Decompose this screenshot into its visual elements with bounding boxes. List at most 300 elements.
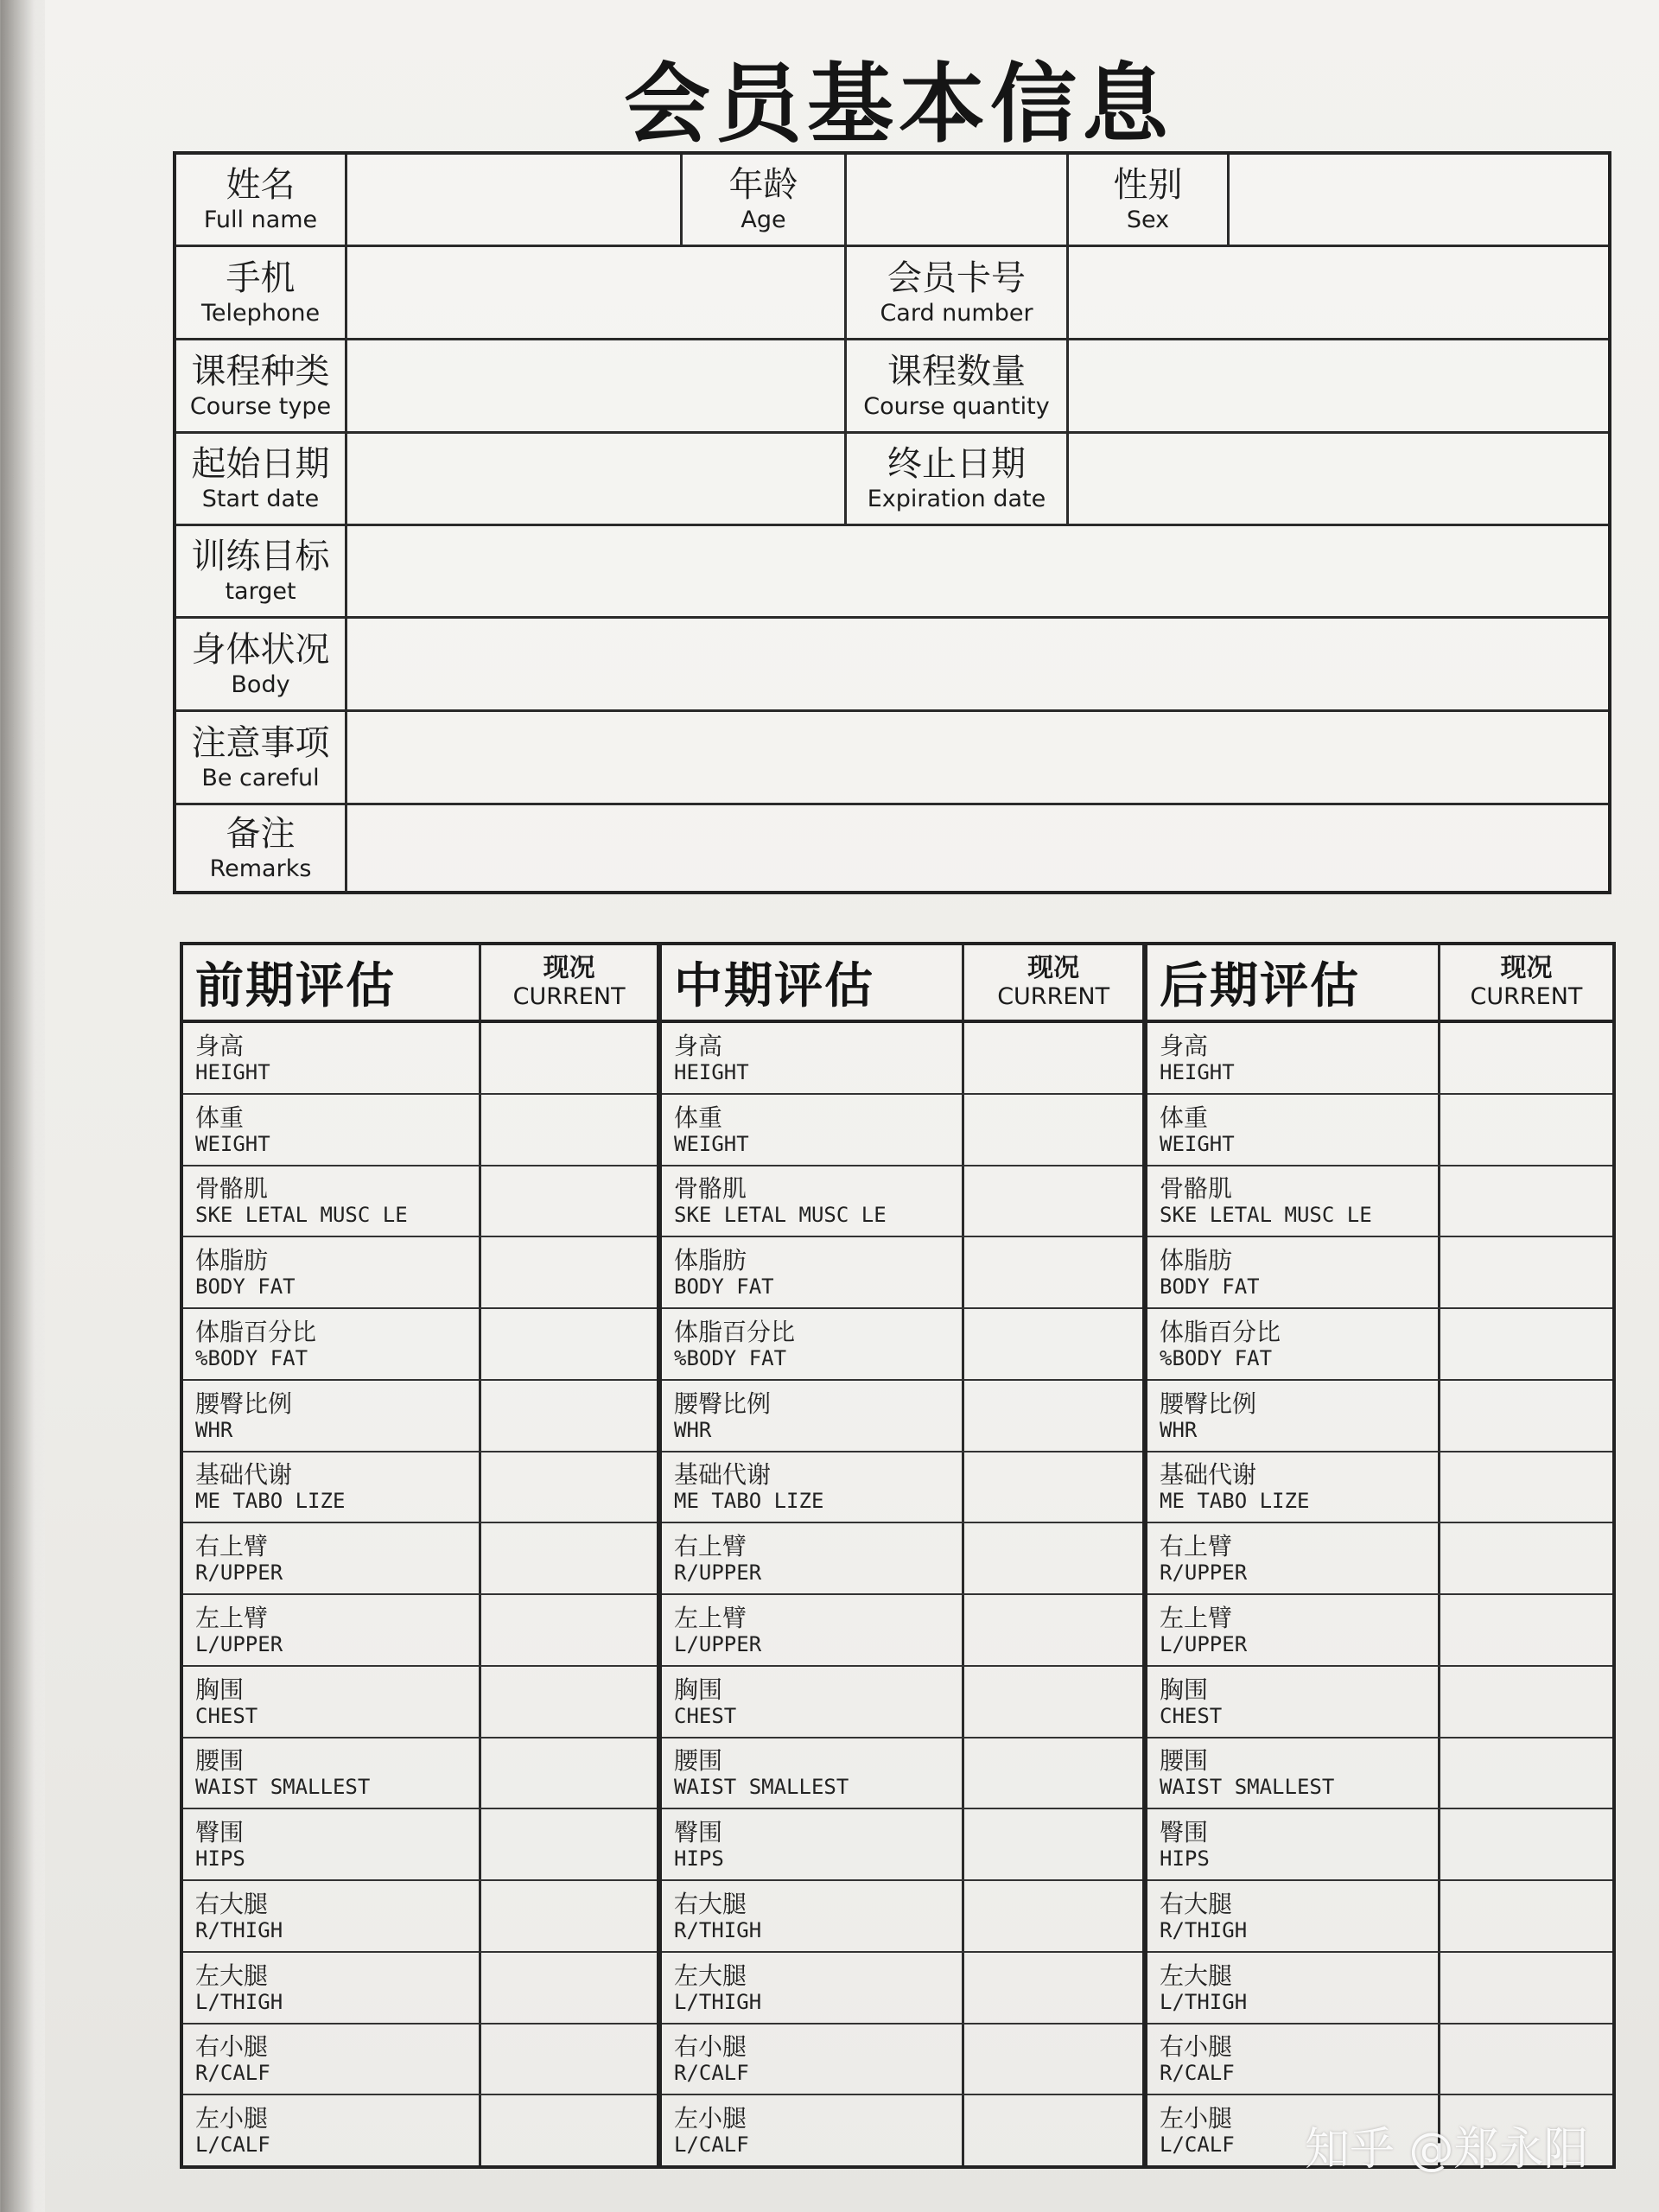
metric-label (1147, 1667, 1440, 1737)
metric-label (183, 1237, 481, 1307)
metric-current-value-field[interactable] (481, 1881, 657, 1951)
current-column-header (964, 945, 1142, 1020)
metric-current-value-field[interactable] (964, 2095, 1142, 2165)
course-quantity-label-en: Course quantity (863, 392, 1050, 420)
metric-label-cn: 体脂百分比 (674, 1317, 796, 1346)
metric-label-en: ME TABO LIZE (195, 1489, 346, 1514)
metric-label-en: CHEST (1160, 1703, 1223, 1728)
metric-label (662, 2024, 964, 2094)
metric-label-en: WEIGHT (1160, 1131, 1235, 1156)
metric-label (662, 1095, 964, 1165)
metric-label (662, 1166, 964, 1236)
metric-label-cn: 骨骼肌 (1160, 1174, 1233, 1204)
sex-label-en: Sex (1126, 207, 1170, 233)
metric-current-value-field[interactable] (481, 1452, 657, 1522)
metric-current-value-field[interactable] (481, 1667, 657, 1737)
age-field[interactable] (847, 155, 1069, 245)
assessment-body (1147, 1023, 1612, 2165)
course-type-label-cn: 课程种类 (191, 351, 330, 391)
metric-label (183, 1381, 481, 1451)
table-row (662, 1023, 1142, 1095)
metric-label-cn: 体脂百分比 (1160, 1317, 1281, 1346)
metric-label-en: WHR (1160, 1417, 1198, 1442)
metric-label-en: WAIST SMALLEST (195, 1775, 371, 1800)
metric-current-value-field[interactable] (1440, 1166, 1612, 1236)
metric-current-value-field[interactable] (481, 1809, 657, 1879)
sex-field[interactable] (1230, 155, 1608, 245)
metric-label-cn: 右小腿 (674, 2032, 747, 2062)
metric-label-cn: 左上臂 (674, 1603, 747, 1632)
metric-label-en: ME TABO LIZE (1160, 1489, 1310, 1514)
metric-label (1147, 1023, 1440, 1093)
be-careful-label-cn: 注意事项 (191, 722, 330, 763)
metric-label (662, 2095, 964, 2165)
age-label-cn: 年龄 (728, 165, 798, 205)
table-row (183, 1953, 657, 2024)
metric-label-cn: 右大腿 (195, 1889, 269, 1918)
table-row (1147, 1881, 1612, 1953)
metric-current-value-field[interactable] (964, 1523, 1142, 1593)
metric-label-en: BODY FAT (674, 1274, 774, 1300)
metric-current-value-field[interactable] (964, 1166, 1142, 1236)
metric-current-value-field[interactable] (964, 1881, 1142, 1951)
metric-label (1147, 1452, 1440, 1522)
metric-label-cn: 左大腿 (1160, 1961, 1233, 1990)
body-label-cn: 身体状况 (191, 629, 330, 670)
target-field[interactable] (347, 526, 1608, 616)
metric-label-en: HEIGHT (1160, 1059, 1235, 1084)
metric-label-en: %BODY FAT (195, 1345, 308, 1370)
info-row-be-careful (176, 712, 1608, 805)
telephone-field[interactable] (347, 247, 847, 338)
metric-label (183, 2024, 481, 2094)
metric-label-cn: 胸围 (195, 1675, 245, 1704)
metric-current-value-field[interactable] (964, 1309, 1142, 1379)
metric-label (1147, 1595, 1440, 1665)
table-row (662, 2095, 1142, 2165)
assessment-table-late (1144, 942, 1616, 2169)
table-row (183, 1881, 657, 1953)
table-row (662, 1809, 1142, 1881)
metric-current-value-field[interactable] (481, 1953, 657, 2023)
metric-current-value-field[interactable] (481, 1237, 657, 1307)
table-row (183, 1166, 657, 1238)
metric-label-cn: 体重 (674, 1103, 723, 1132)
target-label-en: target (225, 578, 296, 605)
metric-label-cn: 腰臀比例 (674, 1389, 772, 1418)
current-label-en: CURRENT (997, 983, 1110, 1010)
current-label-cn: 现况 (1500, 953, 1553, 983)
metric-label-en: SKE LETAL MUSC LE (195, 1203, 408, 1228)
telephone-label-en: Telephone (200, 299, 321, 327)
expiration-date-label-en: Expiration date (867, 486, 1046, 512)
current-column-header (481, 945, 657, 1020)
sex-label (1069, 155, 1230, 245)
table-row (1147, 1738, 1612, 1810)
metric-label-cn: 腰臀比例 (1160, 1389, 1257, 1418)
course-quantity-label (847, 340, 1069, 431)
metric-label (1147, 1953, 1440, 2023)
course-quantity-label-cn: 课程数量 (887, 351, 1026, 391)
metric-label-en: HIPS (674, 1847, 724, 1872)
metric-label (662, 1237, 964, 1307)
metric-label-cn: 腰围 (674, 1746, 723, 1776)
table-row (662, 1095, 1142, 1166)
expiration-date-label-cn: 终止日期 (887, 444, 1026, 484)
metric-label (662, 1953, 964, 2023)
course-type-label-en: Course type (189, 392, 332, 420)
metric-label-cn: 基础代谢 (1160, 1460, 1257, 1490)
metric-label-cn: 胸围 (1160, 1675, 1209, 1704)
remarks-field[interactable] (347, 805, 1608, 892)
metric-current-value-field[interactable] (964, 1809, 1142, 1879)
table-row (662, 1166, 1142, 1238)
table-row (1147, 1953, 1612, 2024)
assessment-header (183, 945, 657, 1023)
table-row (662, 1523, 1142, 1595)
metric-current-value-field[interactable] (1440, 1452, 1612, 1522)
table-row (183, 1309, 657, 1381)
metric-label-cn: 臀围 (1160, 1818, 1209, 1847)
table-row (662, 1309, 1142, 1381)
table-row (1147, 1523, 1612, 1595)
metric-current-value-field[interactable] (1440, 1595, 1612, 1665)
metric-label (662, 1881, 964, 1951)
metric-current-value-field[interactable] (964, 1452, 1142, 1522)
metric-label-cn: 左小腿 (1160, 2104, 1233, 2133)
metric-label-en: L/UPPER (1160, 1631, 1248, 1656)
metric-current-value-field[interactable] (481, 1595, 657, 1665)
metric-label-en: L/CALF (674, 2133, 749, 2158)
metric-current-value-field[interactable] (1440, 1667, 1612, 1737)
metric-label-en: BODY FAT (195, 1274, 296, 1300)
metric-label-en: HEIGHT (195, 1059, 270, 1084)
metric-label (662, 1023, 964, 1093)
metric-current-value-field[interactable] (964, 2024, 1142, 2094)
member-info-table (173, 151, 1611, 894)
name-label (176, 155, 347, 245)
info-row-course (176, 340, 1608, 434)
be-careful-label-en: Be careful (201, 764, 320, 791)
body-label (176, 619, 347, 709)
course-type-label (176, 340, 347, 431)
metric-label (183, 1452, 481, 1522)
metric-current-value-field[interactable] (1440, 1809, 1612, 1879)
assessment-title: 中期评估 (662, 945, 964, 1020)
remarks-label (176, 805, 347, 892)
table-row (662, 1452, 1142, 1524)
table-row (662, 2024, 1142, 2096)
watermark: 知乎 @郑永阳 (1305, 2124, 1589, 2176)
metric-label-en: SKE LETAL MUSC LE (674, 1203, 887, 1228)
metric-label-en: CHEST (195, 1703, 258, 1728)
metric-label-cn: 胸围 (674, 1675, 723, 1704)
metric-label-en: HIPS (195, 1847, 245, 1872)
metric-label-cn: 臀围 (674, 1818, 723, 1847)
metric-label-cn: 右大腿 (674, 1889, 747, 1918)
metric-label-cn: 左小腿 (195, 2104, 269, 2133)
info-row-target (176, 526, 1608, 619)
metric-label-cn: 骨骼肌 (674, 1174, 747, 1204)
metric-current-value-field[interactable] (1440, 2024, 1612, 2094)
sex-label-cn: 性别 (1113, 165, 1183, 205)
metric-label-en: R/THIGH (195, 1917, 283, 1942)
metric-label-cn: 左上臂 (195, 1603, 269, 1632)
assessment-body (183, 1023, 657, 2165)
metric-label (183, 1809, 481, 1879)
telephone-label (176, 247, 347, 338)
metric-label-cn: 左大腿 (674, 1961, 747, 1990)
metric-current-value-field[interactable] (1440, 1023, 1612, 1093)
target-label-cn: 训练目标 (191, 537, 330, 576)
metric-label (662, 1667, 964, 1737)
metric-label-cn: 右上臂 (195, 1532, 269, 1561)
metric-current-value-field[interactable] (481, 2024, 657, 2094)
metric-current-value-field[interactable] (964, 1237, 1142, 1307)
remarks-label-en: Remarks (209, 855, 312, 882)
assessment-header (662, 945, 1142, 1023)
metric-label (183, 1667, 481, 1737)
metric-label-cn: 身高 (1160, 1031, 1209, 1060)
info-row-dates (176, 434, 1608, 526)
be-careful-label (176, 712, 347, 803)
metric-label (1147, 1523, 1440, 1593)
metric-label-en: %BODY FAT (674, 1345, 787, 1370)
table-row (662, 1595, 1142, 1667)
assessment-table-early (180, 942, 660, 2169)
metric-label-cn: 腰臀比例 (195, 1389, 293, 1418)
metric-label-en: WEIGHT (674, 1131, 749, 1156)
current-label-en: CURRENT (1470, 983, 1583, 1010)
name-field[interactable] (347, 155, 683, 245)
metric-label (183, 2095, 481, 2165)
current-label-cn: 现况 (543, 953, 595, 983)
metric-label-cn: 体重 (1160, 1103, 1209, 1132)
name-label-en: Full name (203, 207, 318, 233)
metric-label-en: WEIGHT (195, 1131, 270, 1156)
metric-label (1147, 1809, 1440, 1879)
metric-current-value-field[interactable] (964, 1095, 1142, 1165)
card-number-label-en: Card number (880, 299, 1033, 327)
metric-label (1147, 1095, 1440, 1165)
metric-current-value-field[interactable] (481, 1023, 657, 1093)
metric-label (183, 1881, 481, 1951)
assessment-header (1147, 945, 1612, 1023)
metric-label-en: HIPS (1160, 1847, 1210, 1872)
metric-label-cn: 体重 (195, 1103, 245, 1132)
metric-current-value-field[interactable] (481, 1166, 657, 1236)
metric-label-cn: 基础代谢 (195, 1460, 293, 1490)
metric-label-en: L/CALF (195, 2133, 270, 2158)
metric-current-value-field[interactable] (481, 2095, 657, 2165)
metric-current-value-field[interactable] (1440, 1523, 1612, 1593)
metric-label-cn: 腰围 (195, 1746, 245, 1776)
metric-label (662, 1452, 964, 1522)
expiration-date-label (847, 434, 1069, 524)
table-row (662, 1881, 1142, 1953)
metric-label-cn: 右大腿 (1160, 1889, 1233, 1918)
course-quantity-field[interactable] (1069, 340, 1608, 431)
metric-current-value-field[interactable] (1440, 1953, 1612, 2023)
metric-label-en: WAIST SMALLEST (674, 1775, 849, 1800)
age-label (683, 155, 847, 245)
metric-label-en: WAIST SMALLEST (1160, 1775, 1335, 1800)
metric-label (662, 1309, 964, 1379)
metric-label-en: R/THIGH (674, 1917, 762, 1942)
metric-current-value-field[interactable] (481, 1309, 657, 1379)
metric-label-en: ME TABO LIZE (674, 1489, 824, 1514)
metric-current-value-field[interactable] (1440, 1738, 1612, 1808)
table-row (183, 1237, 657, 1309)
table-row (1147, 1237, 1612, 1309)
metric-current-value-field[interactable] (1440, 1309, 1612, 1379)
metric-label-en: SKE LETAL MUSC LE (1160, 1203, 1372, 1228)
metric-label-en: HEIGHT (674, 1059, 749, 1084)
metric-label (1147, 1237, 1440, 1307)
metric-label-en: WHR (195, 1417, 233, 1442)
info-row-telephone (176, 247, 1608, 340)
metric-label-en: WHR (674, 1417, 712, 1442)
metric-label-cn: 左小腿 (674, 2104, 747, 2133)
metric-label-en: BODY FAT (1160, 1274, 1260, 1300)
metric-label (1147, 1738, 1440, 1808)
table-row (1147, 1381, 1612, 1452)
metric-label (1147, 1166, 1440, 1236)
table-row (183, 1809, 657, 1881)
body-field[interactable] (347, 619, 1608, 709)
metric-label (1147, 1381, 1440, 1451)
metric-label-en: R/UPPER (674, 1560, 762, 1586)
target-label (176, 526, 347, 616)
metric-label (1147, 2024, 1440, 2094)
metric-label-en: R/UPPER (1160, 1560, 1248, 1586)
remarks-label-cn: 备注 (226, 814, 296, 854)
metric-label-cn: 右小腿 (195, 2032, 269, 2062)
metric-current-value-field[interactable] (481, 1381, 657, 1451)
table-row (1147, 2024, 1612, 2096)
metric-label-cn: 体脂肪 (195, 1246, 269, 1275)
table-row (183, 2095, 657, 2165)
start-date-field[interactable] (347, 434, 847, 524)
metric-label (662, 1809, 964, 1879)
metric-label-cn: 腰围 (1160, 1746, 1209, 1776)
table-row (183, 1023, 657, 1095)
assessment-body (662, 1023, 1142, 2165)
metric-label-en: R/UPPER (195, 1560, 283, 1586)
assessment-table-mid (658, 942, 1146, 2169)
start-date-label-en: Start date (201, 486, 320, 512)
table-row (183, 1667, 657, 1738)
metric-current-value-field[interactable] (481, 1095, 657, 1165)
metric-label-en: L/UPPER (674, 1631, 762, 1656)
table-row (183, 1738, 657, 1810)
be-careful-field[interactable] (347, 712, 1608, 803)
table-row (662, 1381, 1142, 1452)
info-row-name (176, 155, 1608, 247)
page-title: 会员基本信息 (624, 54, 1173, 155)
metric-label-en: CHEST (674, 1703, 737, 1728)
metric-label-en: R/CALF (1160, 2061, 1235, 2086)
metric-label-cn: 左大腿 (195, 1961, 269, 1990)
assessment-title: 前期评估 (183, 945, 481, 1020)
name-label-cn: 姓名 (226, 165, 296, 205)
metric-label (183, 1595, 481, 1665)
metric-label-en: R/THIGH (1160, 1917, 1248, 1942)
metric-current-value-field[interactable] (1440, 1237, 1612, 1307)
metric-label (662, 1738, 964, 1808)
table-row (662, 1953, 1142, 2024)
metric-label-cn: 臀围 (195, 1818, 245, 1847)
metric-label-cn: 右上臂 (1160, 1532, 1233, 1561)
metric-label-cn: 体脂肪 (674, 1246, 747, 1275)
start-date-label (176, 434, 347, 524)
metric-current-value-field[interactable] (964, 1738, 1142, 1808)
table-row (1147, 1595, 1612, 1667)
table-row (183, 1095, 657, 1166)
metric-label-cn: 身高 (674, 1031, 723, 1060)
table-row (1147, 1809, 1612, 1881)
metric-label (662, 1381, 964, 1451)
metric-current-value-field[interactable] (964, 1667, 1142, 1737)
metric-label-cn: 体脂百分比 (195, 1317, 317, 1346)
table-row (183, 1381, 657, 1452)
metric-label (662, 1523, 964, 1593)
metric-label (183, 1738, 481, 1808)
expiration-date-field[interactable] (1069, 434, 1608, 524)
metric-label-en: L/THIGH (674, 1989, 762, 2014)
metric-label-cn: 身高 (195, 1031, 245, 1060)
metric-current-value-field[interactable] (964, 1023, 1142, 1093)
metric-label-en: L/THIGH (1160, 1989, 1248, 2014)
table-row (662, 1667, 1142, 1738)
metric-current-value-field[interactable] (481, 1738, 657, 1808)
metric-label-cn: 左上臂 (1160, 1603, 1233, 1632)
metric-current-value-field[interactable] (1440, 1881, 1612, 1951)
metric-current-value-field[interactable] (964, 1595, 1142, 1665)
metric-current-value-field[interactable] (481, 1523, 657, 1593)
metric-label-en: R/CALF (674, 2061, 749, 2086)
assessment-title: 后期评估 (1147, 945, 1440, 1020)
table-row (183, 1452, 657, 1524)
metric-current-value-field[interactable] (964, 1953, 1142, 2023)
metric-label (1147, 1309, 1440, 1379)
card-number-field[interactable] (1069, 247, 1608, 338)
metric-label-cn: 右上臂 (674, 1532, 747, 1561)
metric-label-cn: 右小腿 (1160, 2032, 1233, 2062)
metric-label (183, 1166, 481, 1236)
table-row (183, 2024, 657, 2096)
card-number-label-cn: 会员卡号 (887, 257, 1026, 298)
table-row (1147, 1166, 1612, 1238)
table-row (1147, 1095, 1612, 1166)
metric-current-value-field[interactable] (1440, 1095, 1612, 1165)
metric-current-value-field[interactable] (964, 1381, 1142, 1451)
metric-label-cn: 体脂肪 (1160, 1246, 1233, 1275)
metric-label (183, 1309, 481, 1379)
metric-label-cn: 基础代谢 (674, 1460, 772, 1490)
course-type-field[interactable] (347, 340, 847, 431)
info-row-remarks (176, 805, 1608, 892)
metric-label (1147, 1881, 1440, 1951)
table-row (1147, 1452, 1612, 1524)
metric-label-cn: 骨骼肌 (195, 1174, 269, 1204)
metric-label-en: L/THIGH (195, 1989, 283, 2014)
info-row-body (176, 619, 1608, 712)
metric-label-en: L/UPPER (195, 1631, 283, 1656)
metric-current-value-field[interactable] (1440, 1381, 1612, 1451)
table-row (662, 1237, 1142, 1309)
metric-label-en: R/CALF (195, 2061, 270, 2086)
